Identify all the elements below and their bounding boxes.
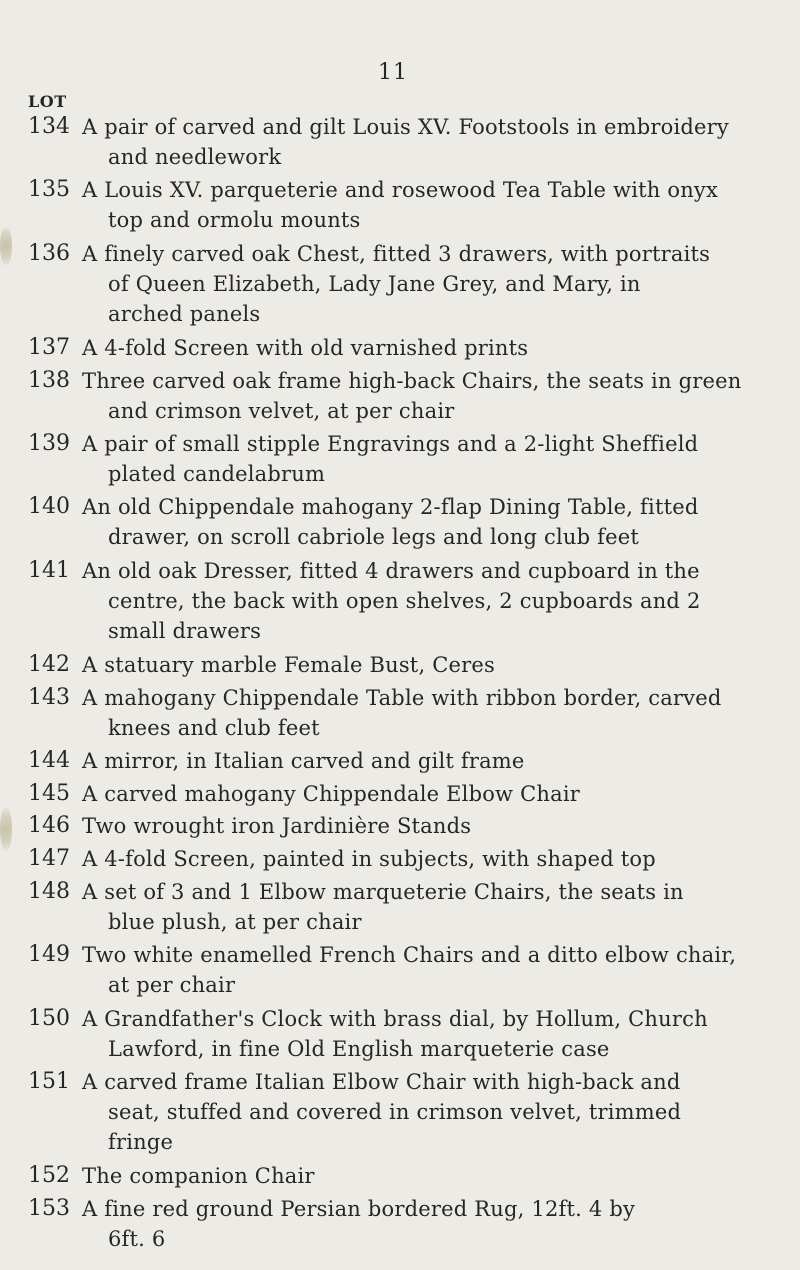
lot-number: 150 (28, 1005, 70, 1031)
lot-number: 152 (28, 1163, 70, 1189)
lot-description (82, 1067, 788, 1157)
lot-description (82, 492, 788, 552)
lot-description-line: A statuary marble Female Bust, Ceres (82, 652, 495, 677)
lot-description-line: A 4-fold Screen with old varnished prints (82, 335, 529, 360)
lot-description (82, 239, 788, 329)
lot-description-line: seat, stuffed and covered in crimson velvet, trimmed (108, 1100, 682, 1124)
lot-number: 144 (28, 748, 70, 773)
lot-description (82, 333, 788, 363)
lot-number: 142 (28, 651, 70, 677)
lot-description-line: An old Chippendale mahogany 2-flap Dining Table, fitted (82, 495, 699, 520)
lot-description-line: Three carved oak frame high-back Chairs, the seats in green (82, 368, 742, 393)
lot-description (82, 650, 788, 680)
lot-number: 140 (28, 494, 70, 520)
lot-description (82, 844, 788, 874)
lot-description-line: A 4-fold Screen, painted in subjects, with shaped top (82, 847, 656, 872)
lot-description-line: A finely carved oak Chest, fitted 3 drawers, with portraits (82, 241, 711, 266)
lot-description-line: at per chair (108, 973, 236, 998)
page-number: 11 (378, 60, 408, 85)
lot-description-line: centre, the back with open shelves, 2 cupboards and 2 (108, 588, 701, 613)
lot-number: 135 (28, 177, 70, 203)
lot-description-line: arched panels (108, 301, 261, 326)
lot-description (82, 1194, 788, 1254)
lot-description (82, 746, 788, 776)
lot-description-line: Two white enamelled French Chairs and a ditto elbow chair, (82, 943, 737, 968)
lot-number: 148 (28, 878, 70, 904)
lot-description-line: A mirror, in Italian carved and gilt frame (82, 749, 525, 773)
lot-description-line: knees and club feet (108, 715, 320, 740)
lot-description-line: A Louis XV. parqueterie and rosewood Tea Table with onyx (82, 178, 719, 203)
lot-description (82, 429, 788, 489)
lot-description-line: blue plush, at per chair (108, 909, 362, 934)
lot-number: 149 (28, 942, 70, 968)
lot-description-line: The companion Chair (82, 1164, 315, 1189)
lot-description-line: A mahogany Chippendale Table with ribbon border, carved (82, 685, 722, 710)
lot-description-line: plated candelabrum (108, 462, 326, 486)
lot-description-line: fringe (108, 1130, 174, 1154)
lot-number: 151 (28, 1069, 70, 1094)
lot-number: 147 (28, 846, 70, 872)
lot-description-line: A Grandfather's Clock with brass dial, by Hollum, Church (82, 1006, 708, 1031)
lot-description-line: top and ormolu mounts (108, 208, 361, 233)
lot-description (82, 1004, 788, 1064)
lot-description-line: A pair of carved and gilt Louis XV. Footstools in embroidery (82, 115, 729, 139)
lot-description (82, 366, 788, 426)
lot-description-line: of Queen Elizabeth, Lady Jane Grey, and Mary, in (108, 271, 641, 296)
lot-description-line: Lawford, in fine Old English marqueterie case (108, 1036, 610, 1061)
lot-number: 143 (28, 684, 70, 710)
lot-description (82, 175, 788, 235)
lot-description (82, 1161, 788, 1191)
lot-description-line: drawer, on scroll cabriole legs and long club feet (108, 525, 639, 550)
lot-number: 138 (28, 367, 70, 393)
lot-number: 146 (28, 813, 70, 839)
lot-description-line: 6ft. 6 (108, 1226, 166, 1251)
lot-description-line: A fine red ground Persian bordered Rug, 12ft. 4 by (82, 1196, 636, 1221)
lot-number: 137 (28, 334, 70, 360)
lot-number: 134 (28, 114, 70, 139)
lot-description (82, 940, 788, 1000)
lot-description-line: An old oak Dresser, fitted 4 drawers and cupboard in the (82, 558, 700, 583)
lot-description (82, 112, 788, 172)
lot-description-line: and needlework (108, 145, 282, 169)
lot-description (82, 811, 788, 841)
page-stain (0, 806, 12, 852)
lot-description-line: small drawers (108, 618, 262, 643)
lot-column-header: LOT (28, 92, 67, 111)
lot-description-line: Two wrought iron Jardinière Stands (82, 814, 472, 839)
lot-number: 139 (28, 431, 70, 456)
lot-description-line: A pair of small stipple Engravings and a 2-light Sheffield (82, 432, 699, 456)
lot-description-line: A carved frame Italian Elbow Chair with high-back and (82, 1070, 681, 1094)
page-stain (0, 226, 12, 266)
lot-description (82, 556, 788, 646)
lot-description (82, 877, 788, 937)
lot-description-line: A carved mahogany Chippendale Elbow Chair (82, 781, 580, 806)
lot-number: 153 (28, 1195, 70, 1221)
lot-number: 145 (28, 780, 70, 806)
lot-number: 136 (28, 240, 70, 266)
lot-description (82, 779, 788, 809)
lot-description-line: A set of 3 and 1 Elbow marqueterie Chairs, the seats in (82, 879, 684, 904)
lot-description (82, 683, 788, 743)
lot-number: 141 (28, 557, 70, 583)
lot-description-line: and crimson velvet, at per chair (108, 398, 455, 423)
